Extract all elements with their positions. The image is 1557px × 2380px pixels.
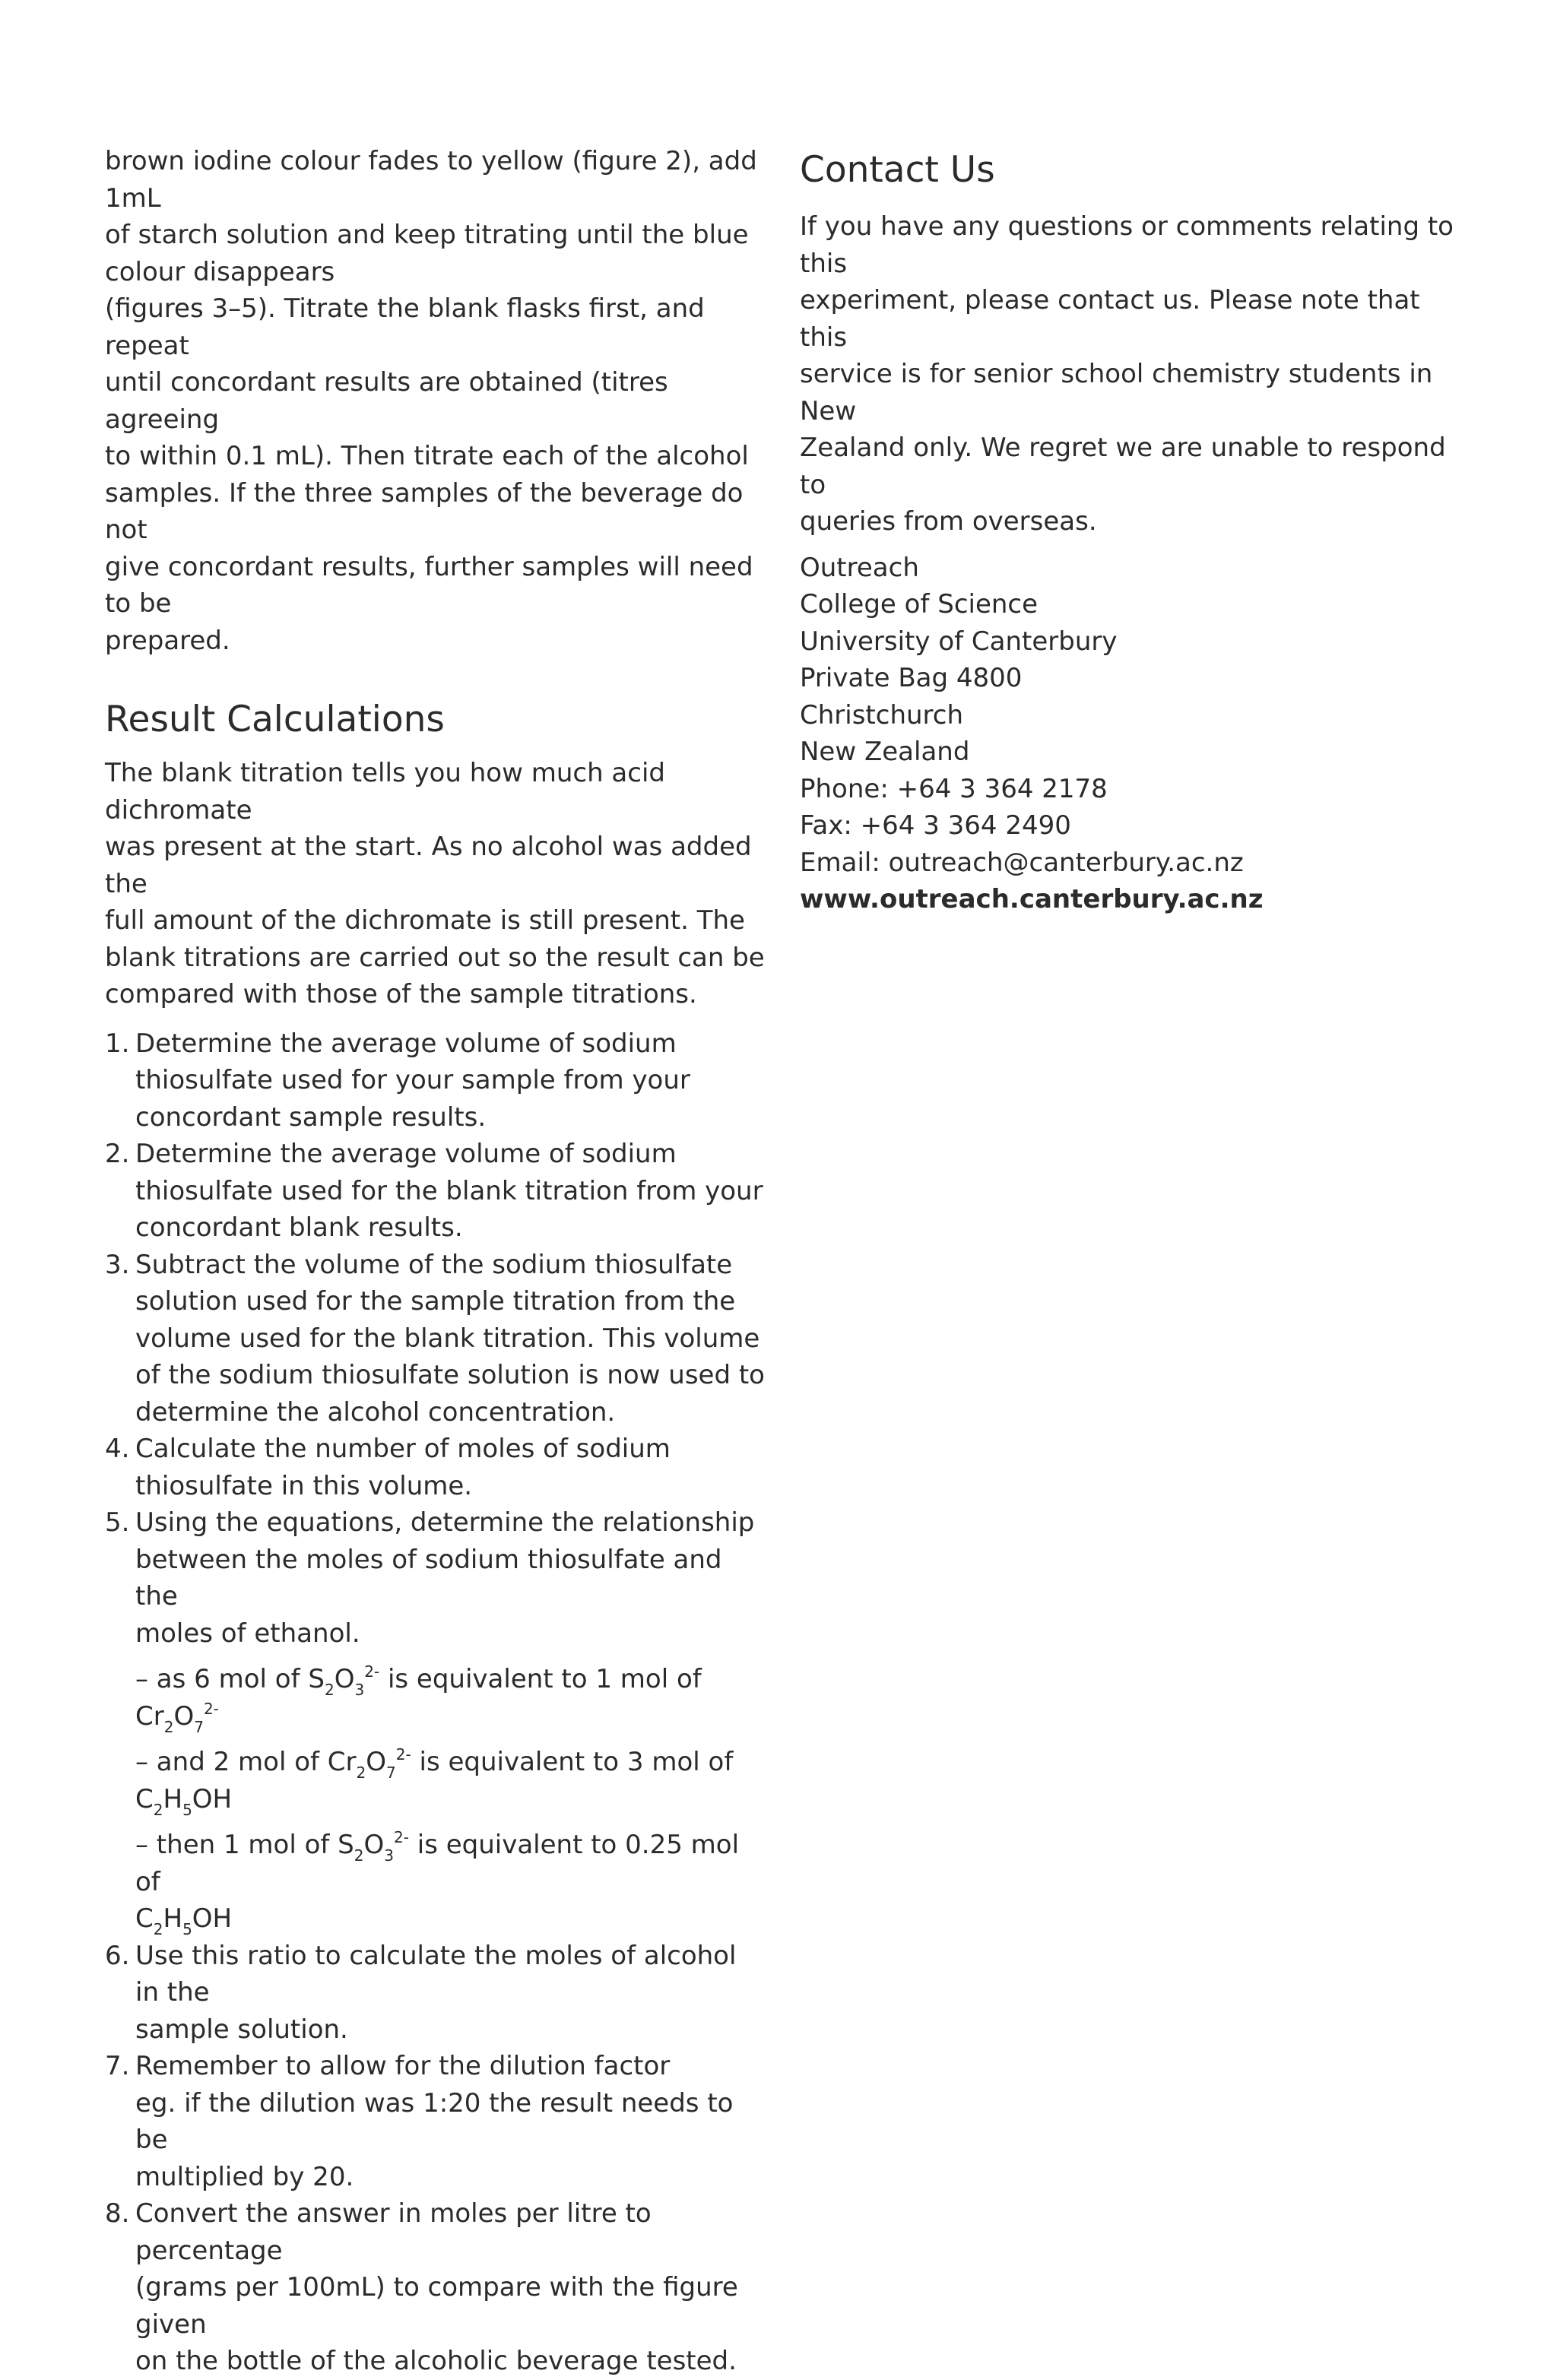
thiosulfate-formula: $S_2O_3^{2-}$ [308, 1662, 380, 1699]
right-column [800, 143, 1469, 918]
step-number: 2. [105, 1139, 130, 1169]
address-line: Outreach [800, 552, 919, 583]
thiosulfate-formula: $S_2O_3^{2-}$ [338, 1828, 409, 1865]
list-item [105, 1136, 768, 1247]
contact-us-heading: Contact Us [800, 149, 995, 191]
step-number: 3. [105, 1249, 130, 1280]
list-item [105, 1504, 768, 1938]
step-number: 6. [105, 1940, 130, 1971]
list-item [105, 1938, 768, 2049]
ethanol-formula: $C_2H_5OH$ [135, 1783, 233, 1819]
contact-fax: Fax: +64 3 364 2490 [800, 810, 1071, 841]
list-item [105, 2048, 768, 2195]
step-text: Use this ratio to calculate the moles of alcohol in the sample solution. [135, 1940, 737, 2045]
step-number: 5. [105, 1507, 130, 1538]
step-number: 4. [105, 1434, 130, 1464]
list-item [105, 2195, 768, 2380]
equivalence-line-3: – then 1 mol of $S_2O_3^{2-}$ is equivalent to 0.25 mol of $C_2H_5OH$ [135, 1828, 740, 1938]
address-line: Christchurch [800, 699, 964, 730]
address-line: Private Bag 4800 [800, 663, 1023, 693]
address-line: New Zealand [800, 737, 970, 767]
intro-paragraph-b: (figures 3–5). Titrate the blank flasks first, and repeat until concordant results are obtained (titres agreeing to within 0.1 mL). Then titrate each of the alcohol samples. If the three samples of the beverage do not give concordant results, further samples will need to be prepared. [105, 293, 753, 656]
step-text: Determine the average volume of sodium thiosulfate used for the blank titration from your concordant blank results. [135, 1139, 763, 1243]
step-number: 8. [105, 2198, 130, 2229]
ethanol-formula: $C_2H_5OH$ [135, 1903, 233, 1938]
website-link[interactable]: www.outreach.canterbury.ac.nz [800, 884, 1264, 914]
left-column [105, 143, 768, 2380]
step-number: 7. [105, 2051, 130, 2081]
equivalence-line-1: – as 6 mol of $S_2O_3^{2-}$ is equivalent to 1 mol of $Cr_2O_7^{2-}$ [135, 1662, 702, 1736]
intro-paragraph-a: brown iodine colour fades to yellow (figure 2), add 1mL of starch solution and keep titrating until the blue colour disappears [105, 146, 757, 287]
equivalence-line-2: – and 2 mol of $Cr_2O_7^{2-}$ is equivalent to 3 mol of $C_2H_5OH$ [135, 1745, 734, 1819]
step-text: Determine the average volume of sodium thiosulfate used for your sample from your concordant sample results. [135, 1028, 690, 1133]
result-calculations-heading: Result Calculations [105, 699, 445, 740]
result-intro-paragraph: The blank titration tells you how much acid dichromate was present at the start. As no alcohol was added the full amount of the dichromate is still present. The blank titrations are carried out so the result can be compared with those of the sample titrations. [105, 758, 765, 1009]
steps-list [105, 1025, 768, 2380]
list-item [105, 1025, 768, 1136]
dichromate-formula: $Cr_2O_7^{2-}$ [327, 1745, 411, 1782]
step-text: Convert the answer in moles per litre to percentage (grams per 100mL) to compare with the figure given on the bottle of the alcoholic beverage tested. [135, 2198, 738, 2376]
contact-address [800, 550, 1469, 918]
list-item [105, 1431, 768, 1504]
list-item [105, 1247, 768, 1431]
contact-email: Email: outreach@canterbury.ac.nz [800, 847, 1244, 878]
address-line: College of Science [800, 589, 1039, 620]
address-line: University of Canterbury [800, 626, 1118, 657]
contact-phone: Phone: +64 3 364 2178 [800, 773, 1108, 804]
step-text: Calculate the number of moles of sodium thiosulfate in this volume. [135, 1434, 671, 1501]
dichromate-formula: $Cr_2O_7^{2-}$ [135, 1699, 219, 1736]
step-text: Subtract the volume of the sodium thiosulfate solution used for the sample titration from the volume used for the blank titration. This volume of the sodium thiosulfate solution is now used to determine the alcohol concentration. [135, 1249, 765, 1428]
step-number: 1. [105, 1028, 130, 1059]
step-text: Remember to allow for the dilution factor eg. if the dilution was 1:20 the result needs to be multiplied by 20. [135, 2051, 734, 2192]
contact-intro-paragraph: If you have any questions or comments relating to this experiment, please contact us. Please note that this service is for senior school chemistry students in New Zealand only. We regret we are unable to respond to queries from overseas. [800, 211, 1454, 537]
step-text: Using the equations, determine the relationship between the moles of sodium thiosulfate and the moles of ethanol. [135, 1507, 755, 1649]
